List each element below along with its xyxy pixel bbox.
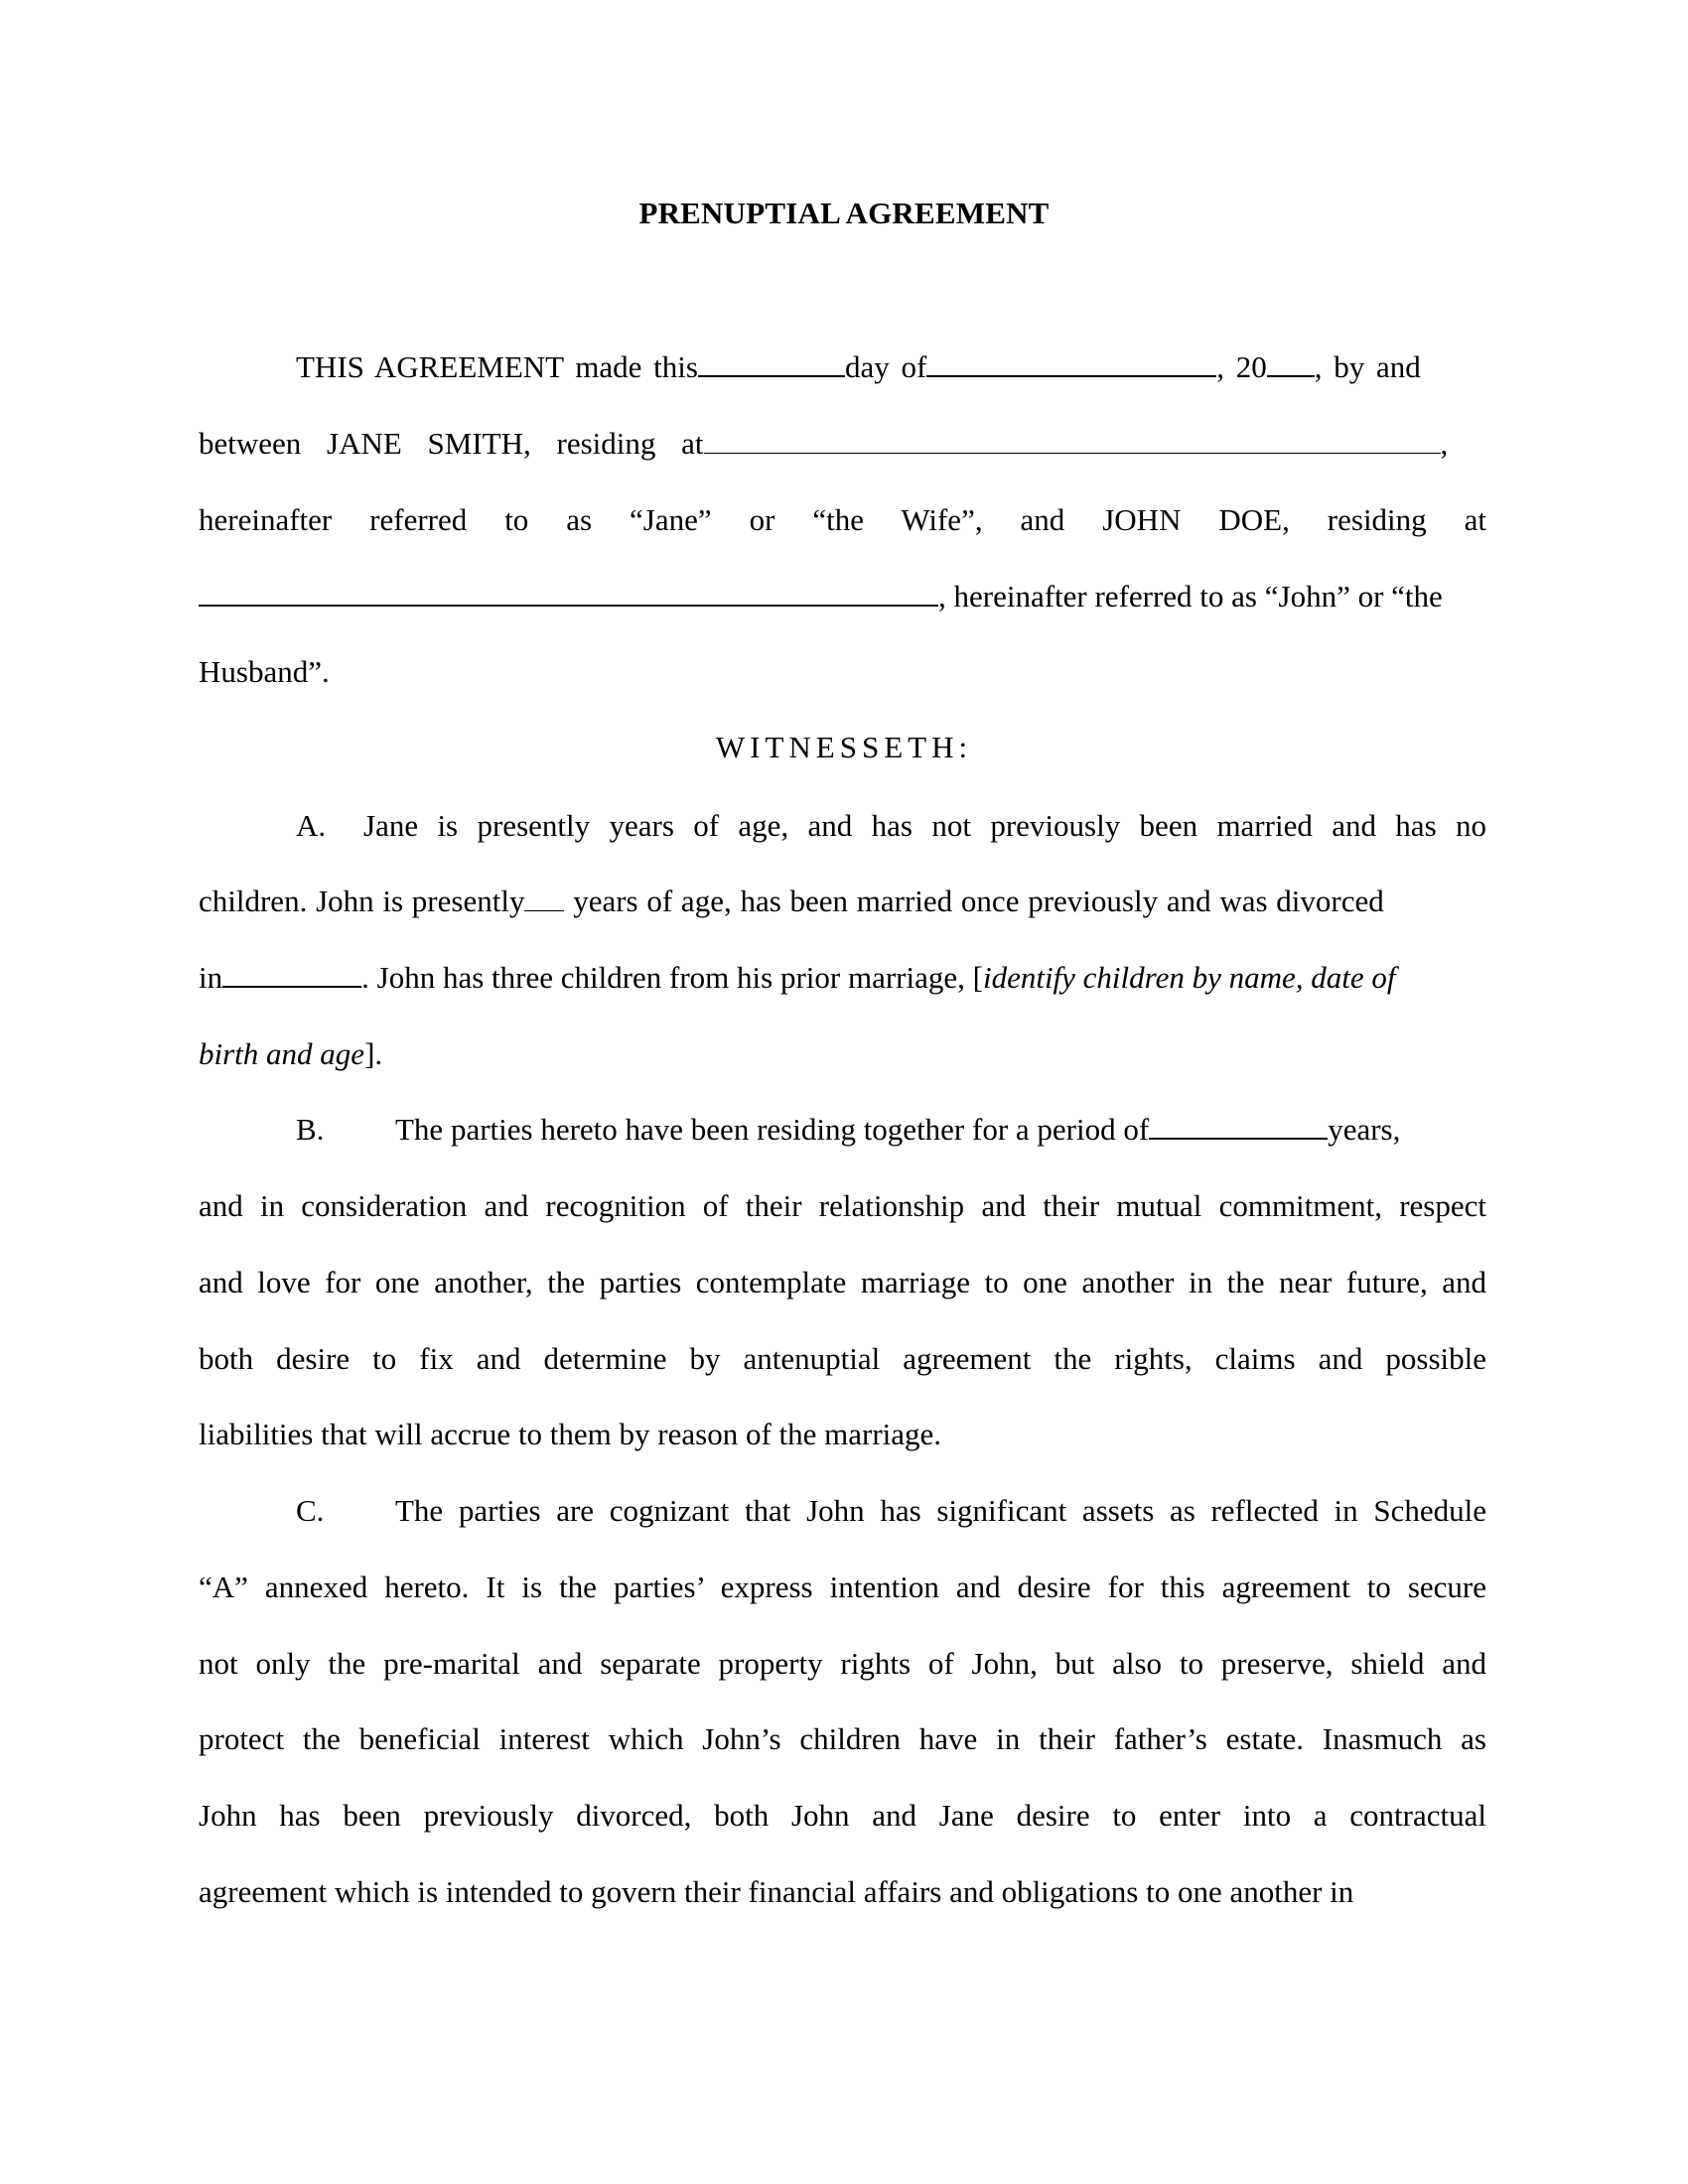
section-c-label: C. (296, 1493, 325, 1528)
section-c-line-1: C. The parties are cognizant that John has significant assets as reflected in Schedule (296, 1491, 1486, 1531)
date-year-blank[interactable] (1267, 349, 1315, 377)
section-a-line-4: birth and age]. (199, 1036, 383, 1071)
divorce-year-blank[interactable] (222, 960, 361, 988)
section-a-line-1: A. Jane is presently years of age, and has not previously been married and has no (296, 806, 1486, 846)
section-b-line-1: B. The parties hereto have been residing together for a period of years, (296, 1110, 1486, 1150)
section-c-line-4: protect the beneficial interest which John’s children have in their father’s estate. Inasmuch as (199, 1721, 1486, 1756)
section-c-line-5: John has been previously divorced, both John and Jane desire to enter into a contractual (199, 1798, 1486, 1833)
intro-line-5: Husband”. (199, 654, 330, 689)
section-c-line-2: “A” annexed hereto. It is the parties’ express intention and desire for this agreement to secure (199, 1570, 1486, 1604)
wife-address-blank[interactable] (704, 427, 1441, 454)
husband-address-blank[interactable] (199, 579, 938, 607)
date-month-blank[interactable] (926, 349, 1216, 377)
section-a-label: A. (296, 808, 327, 843)
intro-line-1: THIS AGREEMENT made this day of , 20 , by and (296, 349, 1421, 384)
section-b-line-2: and in consideration and recognition of their relationship and their mutual commitment, respect (199, 1188, 1486, 1223)
section-b-line-5: liabilities that will accrue to them by reason of the marriage. (199, 1417, 942, 1451)
section-b-line-4: both desire to fix and determine by antenuptial agreement the rights, claims and possible (199, 1341, 1486, 1376)
document-title: PRENUPTIAL AGREEMENT (638, 196, 1050, 230)
intro-line-2: between JANE SMITH, residing at , (199, 426, 1449, 461)
date-day-blank[interactable] (698, 349, 845, 377)
john-age-blank[interactable] (524, 885, 564, 911)
section-b-label: B. (296, 1112, 325, 1147)
intro-line-3: hereinafter referred to as “Jane” or “the Wife”, and JOHN DOE, residing at (199, 502, 1486, 537)
section-a-line-3: in . John has three children from his prior marriage, [identify children by name, date of (199, 960, 1396, 995)
cohabitation-years-blank[interactable] (1149, 1112, 1328, 1140)
section-c-line-6: agreement which is intended to govern their financial affairs and obligations to one another in (199, 1874, 1354, 1909)
section-b-line-3: and love for one another, the parties contemplate marriage to one another in the near future, and (199, 1265, 1486, 1299)
intro-line-4: , hereinafter referred to as “John” or “the (199, 577, 1486, 616)
section-c-line-3: not only the pre-marital and separate property rights of John, but also to preserve, shield and (199, 1646, 1486, 1681)
section-a-line-2: children. John is presently years of age, has been married once previously and was divorced (199, 884, 1384, 918)
witnesseth-heading: WITNESSETH: (715, 730, 973, 764)
